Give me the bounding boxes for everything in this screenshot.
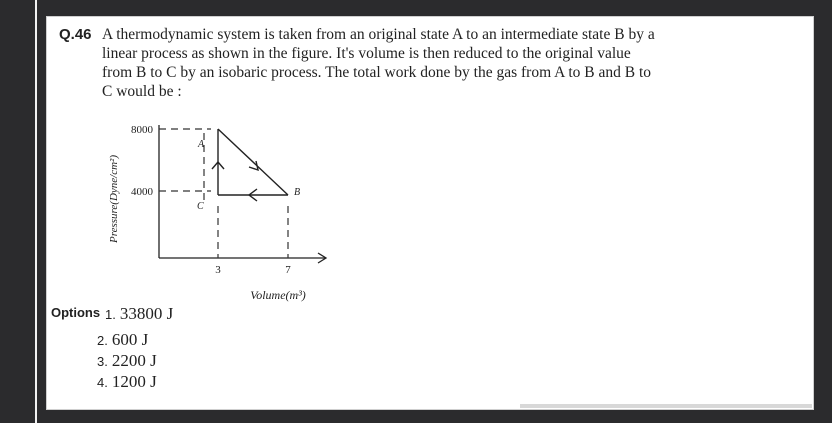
point-label-a: A <box>198 139 205 150</box>
y-tick-8000: 8000 <box>131 124 153 136</box>
option-4[interactable] <box>97 372 157 392</box>
option-3[interactable] <box>97 351 157 371</box>
option-1-number: 1. <box>105 307 116 322</box>
y-tick-4000: 4000 <box>131 186 153 198</box>
process-a-to-b <box>218 129 288 195</box>
option-2-text: 600 J <box>111 330 149 349</box>
point-label-c: C <box>197 201 204 212</box>
question-text: A thermodynamic system is taken from an original state A to an intermediate state B by a linear process as shown in the figure. It's volume is then reduced to the original value from B to C by an isobaric process. The total work done by the gas from A to B and B to C would be : <box>102 26 655 100</box>
question-card <box>46 16 814 410</box>
x-tick-3: 3 <box>215 264 221 276</box>
y-axis-label: Pressure(Dyne/cm²) <box>108 154 120 244</box>
x-axis-label: Volume(m³) <box>250 288 306 302</box>
option-1-text: 33800 J <box>119 304 174 323</box>
option-4-text: 1200 J <box>111 372 157 391</box>
point-label-b: B <box>294 187 301 198</box>
option-2[interactable] <box>97 330 148 350</box>
question-number: Q.46 <box>59 26 92 43</box>
options-label: Options <box>51 305 101 320</box>
option-3-text: 2200 J <box>111 351 157 370</box>
pv-diagram <box>97 121 337 311</box>
option-2-number: 2. <box>97 333 108 348</box>
x-tick-7: 7 <box>285 264 291 276</box>
option-4-number: 4. <box>97 375 108 390</box>
option-1[interactable] <box>105 304 173 324</box>
bottom-scrollbar[interactable] <box>520 404 812 408</box>
page-divider <box>35 0 37 423</box>
option-3-number: 3. <box>97 354 108 369</box>
